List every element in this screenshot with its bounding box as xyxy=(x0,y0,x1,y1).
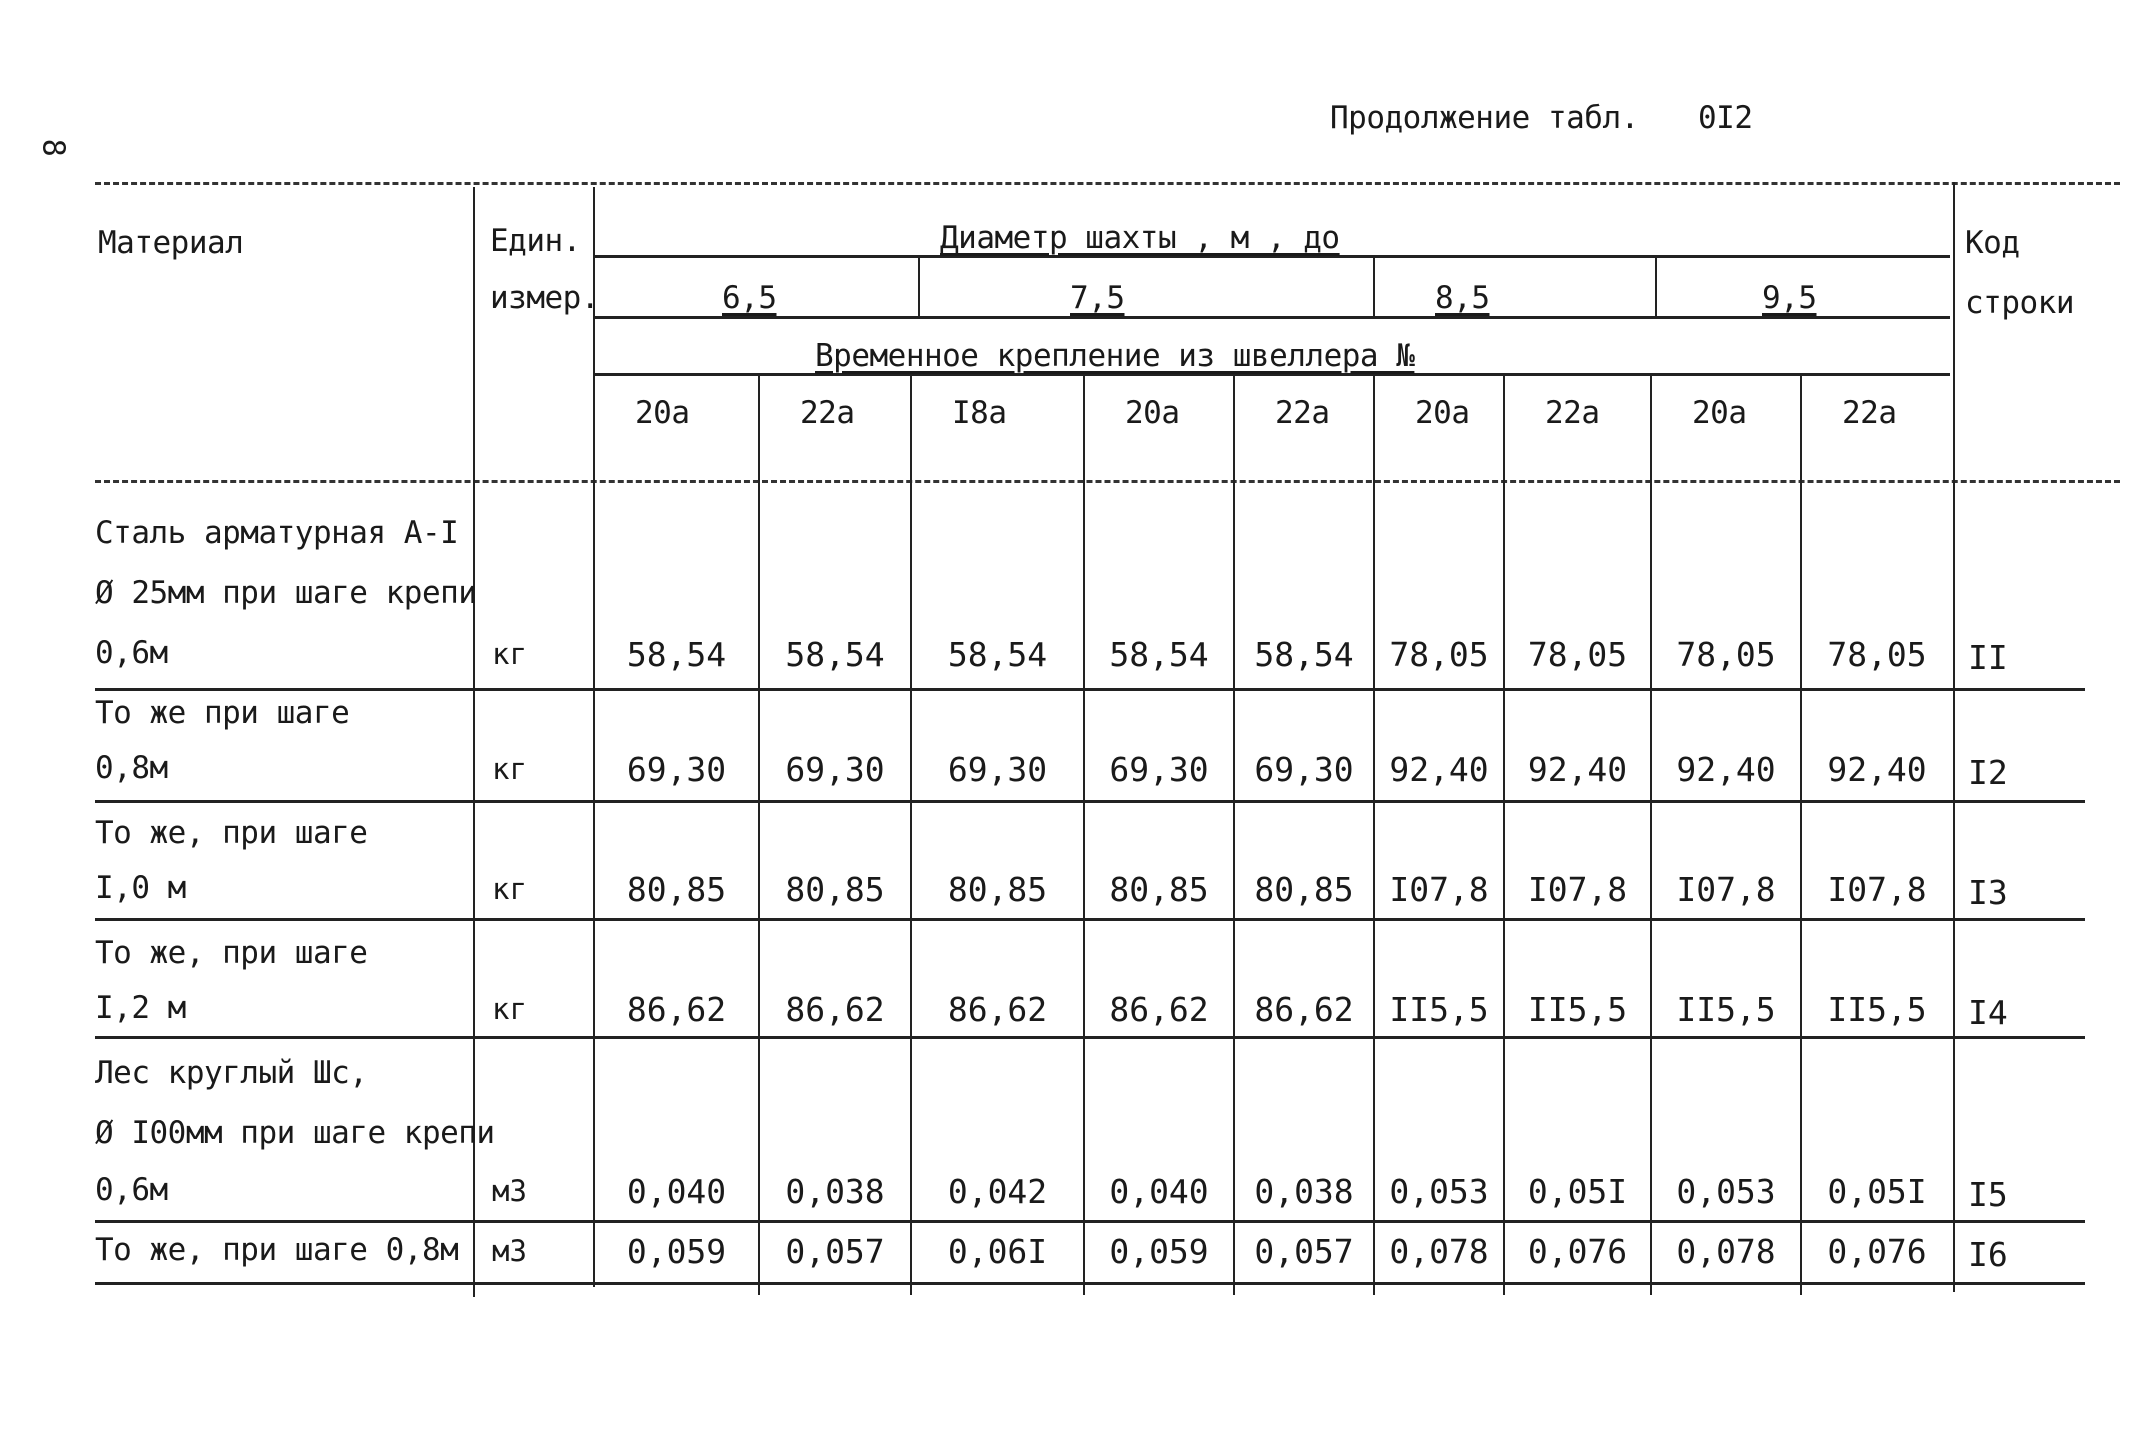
diameter-7-5: 7,5 xyxy=(1070,280,1125,316)
material-text: Лес круглый Шс, xyxy=(95,1055,368,1091)
value-cell: I07,8 xyxy=(1527,870,1628,909)
value-cell: 69,30 xyxy=(947,750,1048,789)
value-cell: 0,053 xyxy=(1676,1172,1776,1211)
value-cell: 69,30 xyxy=(785,750,885,789)
material-text: I,0 м xyxy=(95,870,186,906)
value-cell: 0,040 xyxy=(1109,1172,1209,1211)
value-cell: 86,62 xyxy=(1109,990,1209,1029)
value-cell: 0,059 xyxy=(626,1232,727,1271)
unit-cell: кг xyxy=(492,872,527,906)
value-cell: 58,54 xyxy=(1109,635,1209,674)
value-cell: 92,40 xyxy=(1389,750,1489,789)
value-cell: II5,5 xyxy=(1827,990,1927,1029)
continuation-label: Продолжение табл. xyxy=(1330,100,1639,136)
material-text: 0,6м xyxy=(95,635,168,671)
channel-header-cell: 22а xyxy=(800,395,855,431)
value-cell: 0,057 xyxy=(785,1232,885,1271)
value-cell: 0,038 xyxy=(785,1172,885,1211)
unit-cell: кг xyxy=(492,992,527,1026)
row-code: I4 xyxy=(1968,993,2008,1032)
material-text: 0,8м xyxy=(95,750,168,786)
value-cell: 80,85 xyxy=(626,870,727,909)
fastening-title: Временное крепление из швеллера № xyxy=(815,338,1415,374)
value-cell: 80,85 xyxy=(947,870,1048,909)
channel-header-cell: I8а xyxy=(952,395,1007,431)
value-cell: 78,05 xyxy=(1827,635,1927,674)
value-cell: 0,059 xyxy=(1109,1232,1209,1271)
material-text: То же при шаге xyxy=(95,695,350,731)
value-cell: 69,30 xyxy=(626,750,727,789)
value-cell: 0,057 xyxy=(1254,1232,1354,1271)
diameter-6-5: 6,5 xyxy=(722,280,777,316)
material-text: Ø I00мм при шаге крепи xyxy=(95,1115,495,1151)
unit-cell: кг xyxy=(492,637,527,671)
value-cell: 86,62 xyxy=(947,990,1048,1029)
diameter-title: Диаметр шахты , м , до xyxy=(940,220,1340,256)
value-cell: 0,06I xyxy=(947,1232,1048,1271)
material-text: Ø 25мм при шаге крепи xyxy=(95,575,477,611)
value-cell: I07,8 xyxy=(1389,870,1489,909)
value-cell: 0,05I xyxy=(1527,1172,1628,1211)
material-text: Сталь арматурная А-I xyxy=(95,515,459,551)
value-cell: 0,076 xyxy=(1527,1232,1628,1271)
channel-header-cell: 20а xyxy=(1692,395,1747,431)
value-cell: I07,8 xyxy=(1676,870,1776,909)
unit-cell: кг xyxy=(492,752,527,786)
value-cell: I07,8 xyxy=(1827,870,1927,909)
value-cell: 78,05 xyxy=(1676,635,1776,674)
value-cell: II5,5 xyxy=(1389,990,1489,1029)
unit-cell: м3 xyxy=(492,1174,527,1208)
value-cell: 86,62 xyxy=(1254,990,1354,1029)
material-header: Материал xyxy=(98,225,244,261)
code-header-line2: строки xyxy=(1965,285,2074,321)
channel-header-cell: 22а xyxy=(1842,395,1897,431)
value-cell: 69,30 xyxy=(1109,750,1209,789)
row-code: I5 xyxy=(1968,1175,2008,1214)
value-cell: 69,30 xyxy=(1254,750,1354,789)
value-cell: 58,54 xyxy=(626,635,727,674)
value-cell: 92,40 xyxy=(1827,750,1927,789)
value-cell: 0,053 xyxy=(1389,1172,1489,1211)
row-code: I3 xyxy=(1968,873,2008,912)
unit-header-line2: измер. xyxy=(490,280,599,316)
value-cell: 80,85 xyxy=(1109,870,1209,909)
value-cell: 78,05 xyxy=(1389,635,1489,674)
material-text: I,2 м xyxy=(95,990,186,1026)
unit-header-line1: Един. xyxy=(490,223,581,259)
row-code: I2 xyxy=(1968,753,2008,792)
value-cell: 0,042 xyxy=(947,1172,1048,1211)
value-cell: 86,62 xyxy=(626,990,727,1029)
value-cell: 0,076 xyxy=(1827,1232,1927,1271)
value-cell: 58,54 xyxy=(785,635,885,674)
corner-mark: 8 xyxy=(35,138,71,157)
channel-header-cell: 22а xyxy=(1545,395,1600,431)
channel-header-cell: 20а xyxy=(1415,395,1470,431)
row-code: II xyxy=(1968,638,2008,677)
unit-cell: м3 xyxy=(492,1234,527,1268)
value-cell: 0,078 xyxy=(1389,1232,1489,1271)
code-header-line1: Код xyxy=(1965,225,2020,261)
diameter-9-5: 9,5 xyxy=(1762,280,1817,316)
material-text: То же, при шаге 0,8м xyxy=(95,1232,459,1268)
channel-header-cell: 22а xyxy=(1275,395,1330,431)
value-cell: 80,85 xyxy=(1254,870,1354,909)
value-cell: 92,40 xyxy=(1527,750,1628,789)
material-text: То же, при шаге xyxy=(95,815,368,851)
value-cell: 80,85 xyxy=(785,870,885,909)
diameter-8-5: 8,5 xyxy=(1435,280,1490,316)
value-cell: 58,54 xyxy=(1254,635,1354,674)
value-cell: 0,040 xyxy=(626,1172,727,1211)
value-cell: 0,078 xyxy=(1676,1232,1776,1271)
material-text: 0,6м xyxy=(95,1172,168,1208)
material-text: То же, при шаге xyxy=(95,935,368,971)
value-cell: 92,40 xyxy=(1676,750,1776,789)
channel-header-cell: 20а xyxy=(1125,395,1180,431)
row-code: I6 xyxy=(1968,1235,2008,1274)
value-cell: II5,5 xyxy=(1527,990,1628,1029)
value-cell: 78,05 xyxy=(1527,635,1628,674)
channel-header-cell: 20а xyxy=(635,395,690,431)
value-cell: 0,038 xyxy=(1254,1172,1354,1211)
table-number: 0I2 xyxy=(1698,100,1753,136)
value-cell: II5,5 xyxy=(1676,990,1776,1029)
value-cell: 86,62 xyxy=(785,990,885,1029)
value-cell: 0,05I xyxy=(1827,1172,1927,1211)
value-cell: 58,54 xyxy=(947,635,1048,674)
